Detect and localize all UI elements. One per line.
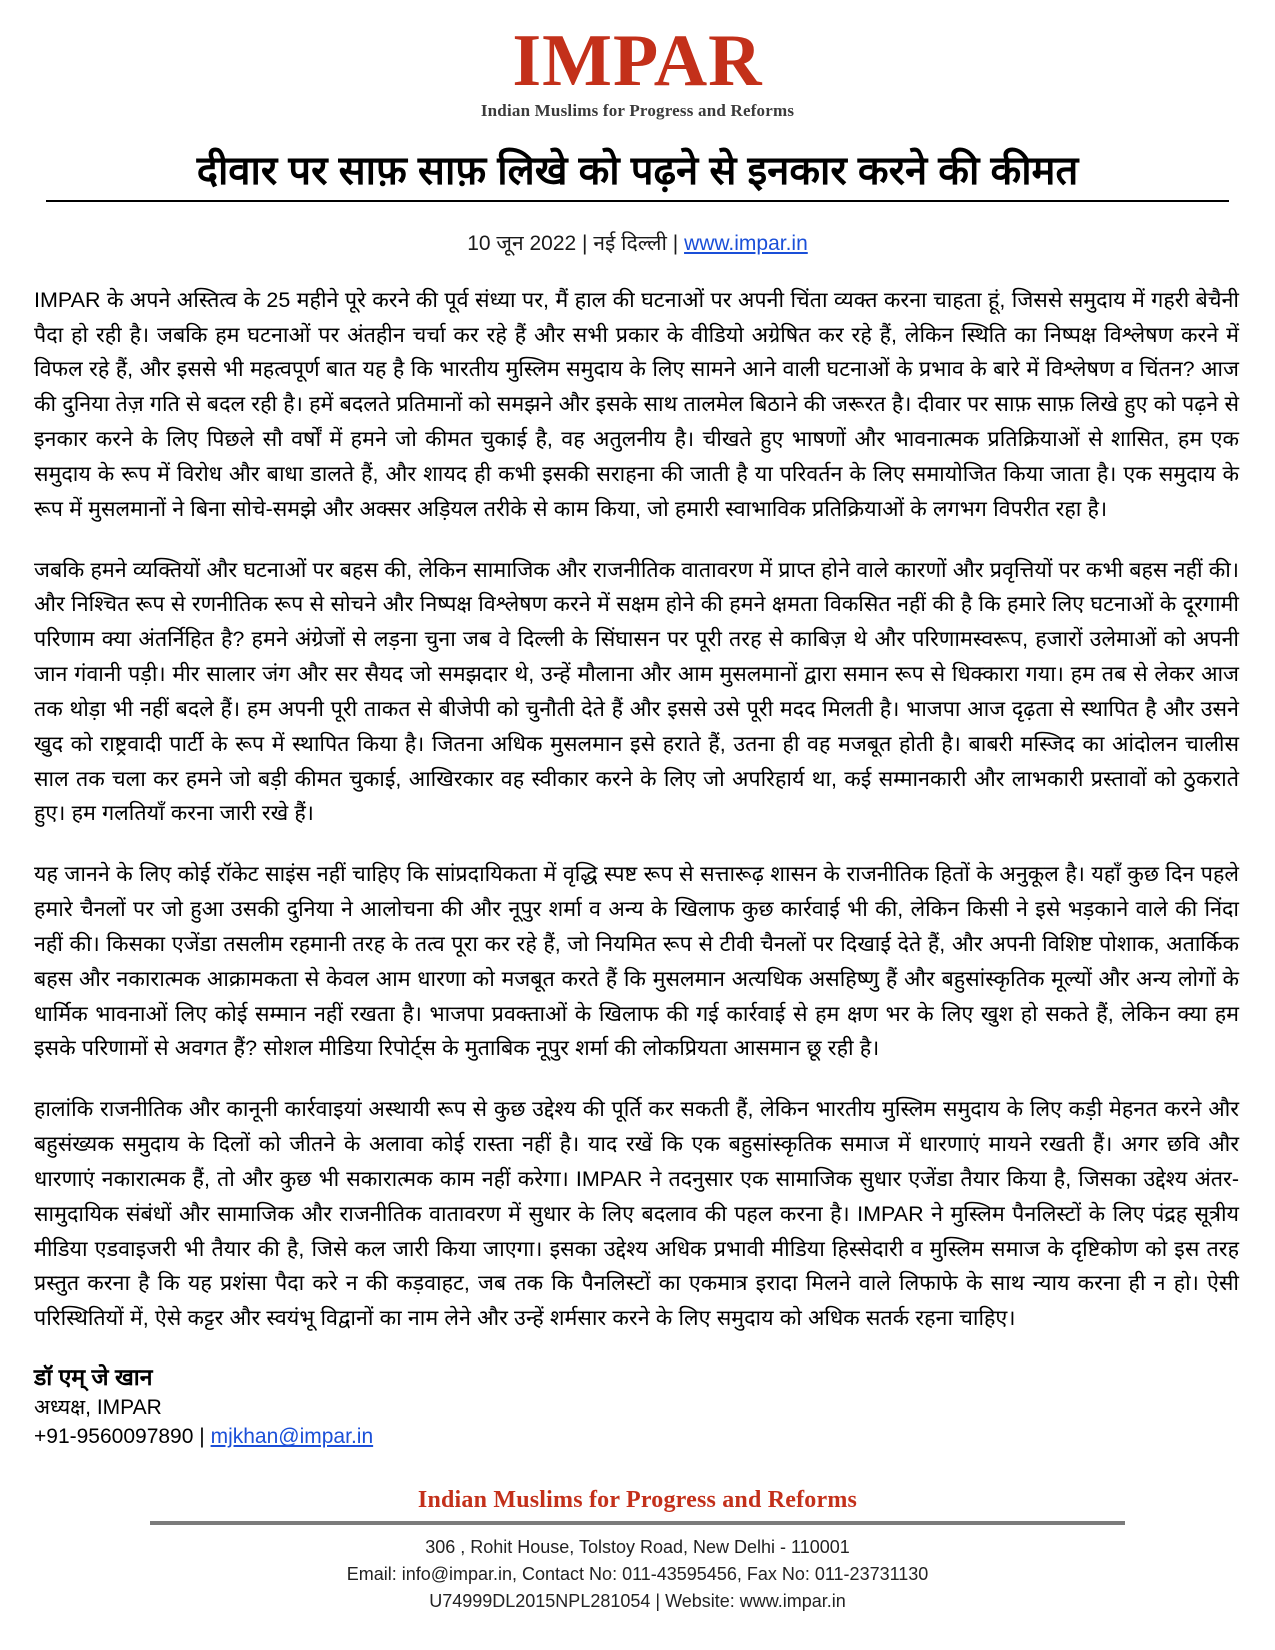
author-name: डॉ एम् जे खान <box>34 1364 153 1390</box>
byline-separator-1: | <box>582 231 588 255</box>
page-title: दीवार पर साफ़ साफ़ लिखे को पढ़ने से इनकार करने की कीमत <box>46 148 1229 202</box>
author-phone: +91-9560097890 <box>34 1425 194 1449</box>
publish-date: 10 जून 2022 <box>467 231 577 255</box>
website-link[interactable]: www.impar.in <box>684 231 808 255</box>
page-footer <box>0 1487 1275 1615</box>
byline <box>46 229 1229 257</box>
impar-logo: IMPAR <box>512 20 763 102</box>
paragraph-3: यह जानने के लिए कोई रॉकेट साइंस नहीं चाहिए कि सांप्रदायिकता में वृद्धि स्पष्ट रूप से सत्तारूढ़ शासन के राजनीतिक हितों के अनुकूल है। यहाँ कुछ दिन पहले हमारे चैनलों पर जो हुआ उसकी दुनिया ने आलोचना की और नूपुर शर्मा व अन्य के खिलाफ कुछ कार्रवाई भी की, लेकिन किसी ने इसे भड़काने वाले की निंदा नहीं की। किसका एजेंडा तसलीम रहमानी तरह के तत्व पूरा कर रहे हैं, जो नियमित रूप से टीवी चैनलों पर दिखाई देते हैं, और अपनी विशिष्ट पोशाक, अतार्किक बहस और नकारात्मक आक्रामकता से केवल आम धारणा को मजबूत करते हैं कि मुसलमान अत्यधिक असहिष्णु हैं और बहुसांस्कृतिक मूल्यों और अन्य लोगों के धार्मिक भावनाओं लिए कोई सम्मान नहीं रखता है। भाजपा प्रवक्ताओं के खिलाफ की गई कार्रवाई से हम क्षण भर के लिए खुश हो सकते हैं, लेकिन क्या हम इसके परिणामों से अवगत हैं? सोशल मीडिया रिपोर्ट्स के मुताबिक नूपुर शर्मा की लोकप्रियता आसमान छू रही है। <box>34 862 1239 1061</box>
footer-registration: U74999DL2015NPL281054 | Website: www.impar.in <box>429 1590 846 1611</box>
footer-contact: Email: info@impar.in, Contact No: 011-43595456, Fax No: 011-23731130 <box>346 1563 929 1584</box>
paragraph-2: जबकि हमने व्यक्तियों और घटनाओं पर बहस की, लेकिन सामाजिक और राजनीतिक वातावरण में प्राप्त होने वाले कारणों और प्रवृत्तियों पर कभी बहस नहीं की। और निश्चित रूप से रणनीतिक रूप से सोचने और निष्पक्ष विश्लेषण करने में सक्षम होने की हमने क्षमता विकसित नहीं की है कि हमारे लिए घटनाओं के दूरगामी परिणाम क्या अंतर्निहित है? हमने अंग्रेजों से लड़ना चुना जब वे दिल्ली के सिंघासन पर पूरी तरह से काबिज़ थे और परिणामस्वरूप, हजारों उलेमाओं को अपनी जान गंवानी पड़ी। मीर सालार जंग और सर सैयद जो समझदार थे, उन्हें मौलाना और आम मुसलमानों द्वारा समान रूप से धिक्कारा गया। हम तब से लेकर आज तक थोड़ा भी नहीं बदले हैं। हम अपनी पूरी ताकत से बीजेपी को चुनौती देते हैं और इससे उसे पूरी मदद मिलती है। भाजपा आज दृढ़ता से स्थापित है और उसने खुद को राष्ट्रवादी पार्टी के रूप में स्थापित किया है। जितना अधिक मुसलमान इसे हराते हैं, उतना ही वह मजबूत होती है। बाबरी मस्जिद का आंदोलन चालीस साल तक चला कर हमने जो बड़ी कीमत चुकाई, आखिरकार वह स्वीकार करने के लिए जो अपरिहार्य था, कई सम्मानकारी और लाभकारी प्रस्तावों को ठुकराते हुए। हम गलतियाँ करना जारी रखे हैं। <box>34 557 1239 826</box>
author-contact <box>34 1422 1241 1452</box>
footer-divider <box>150 1521 1125 1525</box>
publish-location: नई दिल्ली <box>593 231 667 255</box>
paragraph-4: हालांकि राजनीतिक और कानूनी कार्रवाइयां अस्थायी रूप से कुछ उद्देश्य की पूर्ति कर सकती हैं, लेकिन भारतीय मुस्लिम समुदाय के लिए कड़ी मेहनत करने और बहुसंख्यक समुदाय के दिलों को जीतने के अलावा कोई रास्ता नहीं है। याद रखें कि एक बहुसांस्कृतिक समाज में धारणाएं मायने रखती हैं। अगर छवि और धारणाएं नकारात्मक हैं, तो और कुछ भी सकारात्मक काम नहीं करेगा। IMPAR ने तदनुसार एक सामाजिक सुधार एजेंडा तैयार किया है, जिसका उद्देश्य अंतर-सामुदायिक संबंधों और सामाजिक और राजनीतिक वातावरण में सुधार के लिए बदलाव की पहल करना है। IMPAR ने मुस्लिम पैनलिस्टों के लिए पंद्रह सूत्रीय मीडिया एडवाइजरी भी तैयार की है, जिसे कल जारी किया जाएगा। इसका उद्देश्य अधिक प्रभावी मीडिया हिस्सेदारी व मुस्लिम समाज के दृष्टिकोण को इस तरह प्रस्तुत करना है कि यह प्रशंसा पैदा करे न की कड़वाहट, जब तक कि पैनलिस्टों का एकमात्र इरादा मिलने वाले लिफाफे के साथ न्याय करना ही न हो। ऐसी परिस्थितियों में, ऐसे कट्टर और स्वयंभू विद्वानों का नाम लेने और उन्हें शर्मसार करने के लिए समुदाय को अधिक सतर्क रहना चाहिए। <box>34 1097 1239 1331</box>
impar-logo-tagline: Indian Muslims for Progress and Reforms <box>480 101 795 121</box>
author-role: अध्यक्ष, IMPAR <box>34 1396 162 1420</box>
contact-separator: | <box>199 1425 205 1449</box>
footer-org-name: Indian Muslims for Progress and Reforms <box>417 1486 858 1513</box>
article-body <box>0 283 1275 1336</box>
footer-address: 306 , Rohit House, Tolstoy Road, New Delhi - 110001 <box>425 1536 850 1557</box>
signature-block <box>0 1362 1275 1453</box>
paragraph-1: IMPAR के अपने अस्तित्व के 25 महीने पूरे करने की पूर्व संध्या पर, मैं हाल की घटनाओं पर अपनी चिंता व्यक्त करना चाहता हूं, जिससे समुदाय में गहरी बेचैनी पैदा हो रही है। जबकि हम घटनाओं पर अंतहीन चर्चा कर रहे हैं और सभी प्रकार के वीडियो अग्रेषित कर रहे हैं, लेकिन स्थिति का निष्पक्ष विश्लेषण करने में विफल रहे हैं, और इससे भी महत्वपूर्ण बात यह है कि भारतीय मुस्लिम समुदाय के लिए सामने आने वाली घटनाओं के प्रभाव के बारे में विश्लेषण व चिंतन? आज की दुनिया तेज़ गति से बदल रही है। हमें बदलते प्रतिमानों को समझने और इसके साथ तालमेल बिठाने की जरूरत है। दीवार पर साफ़ साफ़ लिखे हुए को पढ़ने से इनकार करने के लिए पिछले सौ वर्षों में हमने जो कीमत चुकाई है, वह अतुलनीय है। चीखते हुए भाषणों और भावनात्मक प्रतिक्रियाओं से शासित, हम एक समुदाय के रूप में विरोध और बाधा डालते हैं, और शायद ही कभी इसकी सराहना की जाती है या परिवर्तन के लिए समायोजित किया जाता है। एक समुदाय के रूप में मुसलमानों ने बिना सोचे-समझे और अक्सर अड़ियल तरीके से काम किया, जो हमारी स्वाभाविक प्रतिक्रियाओं के लगभग विपरीत रहा है। <box>34 287 1239 521</box>
byline-separator-2: | <box>672 231 679 255</box>
author-email-link[interactable]: mjkhan@impar.in <box>210 1425 374 1449</box>
masthead <box>0 0 1275 121</box>
title-block <box>0 148 1275 257</box>
